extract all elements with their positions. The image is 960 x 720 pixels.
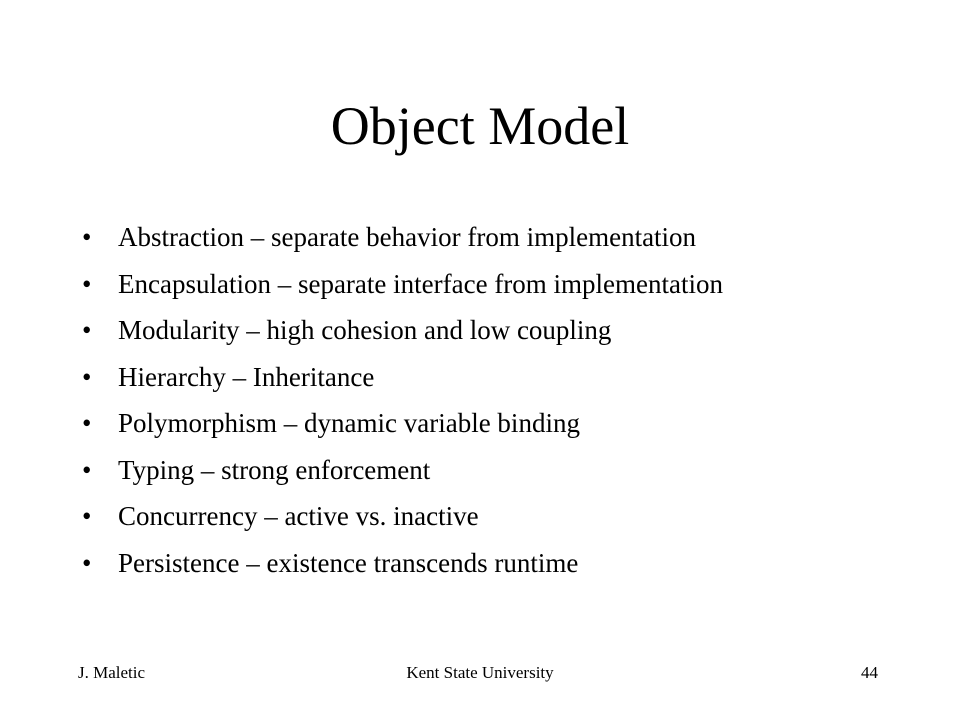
bullet-item [82, 307, 723, 354]
bullet-text: Typing – strong enforcement [118, 454, 431, 485]
bullet-icon: • [82, 268, 92, 299]
bullet-item [82, 447, 723, 494]
bullet-item [82, 354, 723, 401]
bullet-item [82, 214, 723, 261]
footer-institution: Kent State University [406, 663, 554, 682]
footer-page-number: 44 [861, 663, 878, 682]
bullet-icon: • [82, 454, 92, 485]
slide-title: Object Model [330, 96, 630, 156]
bullet-item [82, 261, 723, 308]
bullet-text: Hierarchy – Inheritance [118, 361, 375, 392]
bullet-icon: • [82, 315, 92, 345]
bullet-text: Persistence – existence transcends runtime [118, 547, 579, 578]
bullet-text: Encapsulation – separate interface from implementation [118, 268, 724, 299]
bullet-icon: • [82, 547, 92, 578]
bullet-icon: • [82, 408, 92, 438]
bullet-icon: • [82, 222, 92, 252]
bullet-icon: • [82, 361, 92, 392]
bullet-text: Polymorphism – dynamic variable binding [118, 408, 580, 438]
bullet-item [82, 540, 723, 587]
bullet-icon: • [82, 501, 92, 531]
bullet-item [82, 400, 723, 447]
footer-author: J. Maletic [78, 663, 146, 682]
bullet-list [82, 214, 723, 586]
bullet-text: Abstraction – separate behavior from implementation [118, 222, 697, 252]
bullet-item [82, 493, 723, 540]
bullet-text: Concurrency – active vs. inactive [118, 501, 479, 531]
bullet-text: Modularity – high cohesion and low coupling [118, 315, 612, 345]
